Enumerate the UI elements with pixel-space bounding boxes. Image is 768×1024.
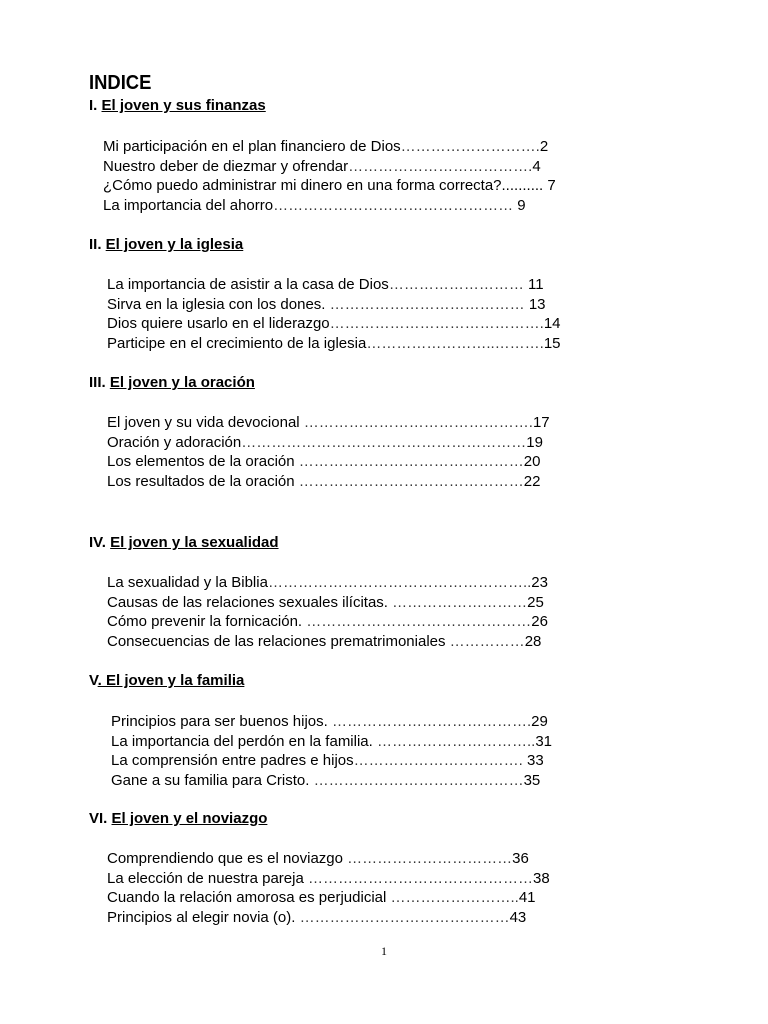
toc-entry[interactable]: [107, 869, 550, 889]
toc-entry[interactable]: [107, 849, 550, 869]
entry-leader: …………………………………………………: [241, 433, 527, 451]
entry-label: El joven y su vida devocional: [107, 414, 300, 431]
section-heading-4: [89, 534, 279, 551]
toc-entry[interactable]: [107, 632, 548, 652]
entry-page-number: 29: [531, 713, 548, 730]
section-title: El joven y la iglesia: [105, 236, 244, 253]
section-number: I.: [89, 97, 102, 114]
entry-leader: ………………………………………: [303, 869, 533, 887]
entry-leader: ……………………………………………..: [267, 574, 532, 591]
entry-label: La importancia del perdón en la familia.: [111, 732, 373, 750]
entry-leader: ………………………………….: [327, 713, 532, 730]
entry-label: ¿Cómo puedo administrar mi dinero en una forma correcta?..........: [103, 177, 544, 194]
entry-page-number: 9: [517, 196, 526, 214]
entry-leader: ……………………..……….: [366, 334, 544, 352]
entry-leader: ……………: [445, 632, 525, 650]
toc-entry[interactable]: [111, 732, 552, 752]
section-heading-1: [89, 97, 266, 114]
entry-leader: ………………………………………: [294, 453, 524, 470]
toc-entry[interactable]: [107, 413, 550, 433]
toc-entry[interactable]: [107, 433, 550, 453]
entry-leader: …………………………..: [372, 732, 536, 750]
entry-page-number: 28: [524, 632, 542, 650]
toc-entry[interactable]: [107, 888, 550, 908]
entry-label: Cómo prevenir la fornicación.: [107, 613, 303, 630]
entry-label: Los elementos de la oración: [107, 453, 295, 470]
entry-page-number: 36: [512, 850, 529, 867]
toc-entry[interactable]: [103, 196, 556, 216]
entry-label: Causas de las relaciones sexuales ilícitas.: [107, 593, 388, 611]
entry-page-number: 11: [527, 276, 544, 293]
section-number: IV.: [89, 534, 111, 551]
section-heading-3: [89, 374, 255, 391]
entry-leader: …………………………………………: [273, 196, 518, 214]
entry-label: Dios quiere usarlo en el liderazgo: [107, 315, 330, 332]
entry-label: Sirva en la iglesia con los dones.: [107, 295, 326, 313]
section-entries-4: [107, 573, 548, 651]
section-title: El joven y la oración: [109, 374, 255, 391]
entry-page-number: 2: [539, 138, 549, 155]
section-title: . El joven y la familia: [97, 672, 245, 689]
entry-label: La sexualidad y la Biblia: [107, 574, 268, 591]
entry-leader: ……………………….: [400, 138, 540, 155]
section-number: V: [89, 672, 98, 689]
section-heading-6: [89, 810, 267, 827]
entry-page-number: 19: [526, 433, 543, 451]
entry-leader: ………………………………………: [302, 613, 532, 630]
entry-page-number: 33: [527, 752, 544, 769]
entry-page-number: 25: [527, 593, 544, 611]
section-title: El joven y el noviazgo: [111, 810, 268, 827]
entry-page-number: 14: [543, 315, 561, 332]
entry-label: Gane a su familia para Cristo.: [111, 771, 310, 789]
toc-entry[interactable]: [111, 751, 552, 771]
entry-page-number: 26: [531, 613, 548, 630]
toc-entry[interactable]: [107, 612, 548, 632]
toc-entry[interactable]: [111, 712, 552, 732]
section-entries-2: [107, 275, 561, 353]
entry-leader: …………………………….: [353, 752, 527, 769]
entry-leader: ………………………………………: [294, 472, 524, 490]
entry-label: Participe en el crecimiento de la iglesia: [107, 334, 367, 352]
section-heading-2: [89, 236, 243, 253]
entry-label: La elección de nuestra pareja: [107, 869, 304, 887]
entry-page-number: 38: [532, 869, 550, 887]
toc-entry[interactable]: [107, 295, 561, 315]
entry-page-number: 43: [509, 908, 527, 926]
entry-page-number: 17: [532, 414, 550, 431]
entry-leader: ……………………………………: [309, 771, 524, 789]
toc-entry[interactable]: [107, 573, 548, 593]
entry-leader: ……………………………: [343, 850, 513, 867]
entry-label: Comprendiendo que es el noviazgo: [107, 850, 343, 867]
entry-page-number: 31: [535, 732, 553, 750]
section-number: VI.: [89, 810, 112, 827]
entry-page-number: 22: [523, 472, 541, 490]
toc-entry[interactable]: [111, 771, 552, 791]
entry-label: Consecuencias de las relaciones prematrimoniales: [107, 632, 446, 650]
toc-entry[interactable]: [107, 472, 550, 492]
entry-leader: ……………………………….: [348, 157, 533, 175]
section-heading-5: [89, 672, 244, 689]
entry-leader: ……………………………………….: [299, 414, 533, 431]
toc-entry[interactable]: [107, 593, 548, 613]
entry-label: La importancia de asistir a la casa de Dios: [107, 276, 389, 293]
section-title: El joven y sus finanzas: [101, 97, 266, 114]
entry-page-number: 13: [528, 295, 546, 313]
entry-page-number: 4: [532, 157, 541, 175]
entry-page-number: 7: [547, 177, 556, 194]
toc-entry[interactable]: [103, 176, 556, 196]
entry-leader: ……………………………………: [295, 908, 510, 926]
entry-page-number: 15: [543, 334, 561, 352]
section-entries-5: [111, 712, 552, 790]
entry-page-number: 23: [531, 574, 548, 591]
page-number: 1: [381, 944, 387, 958]
entry-page-number: 41: [518, 889, 536, 906]
toc-entry[interactable]: [107, 452, 550, 472]
toc-entry[interactable]: [103, 157, 556, 177]
section-entries-6: [107, 849, 550, 927]
entry-label: Nuestro deber de diezmar y ofrendar: [103, 157, 349, 175]
toc-entry[interactable]: [107, 275, 561, 295]
entry-leader: ………………………: [387, 593, 528, 611]
toc-entry[interactable]: [107, 334, 561, 354]
entry-leader: ………………………: [388, 276, 528, 293]
entry-label: Mi participación en el plan financiero de Dios: [103, 138, 401, 155]
section-number: II.: [89, 236, 106, 253]
entry-label: Principios para ser buenos hijos.: [111, 713, 328, 730]
entry-label: Cuando la relación amorosa es perjudicial: [107, 889, 387, 906]
toc-entry[interactable]: [103, 137, 556, 157]
entry-label: La importancia del ahorro: [103, 196, 274, 214]
section-number: III.: [89, 374, 110, 391]
section-title: El joven y la sexualidad: [110, 534, 279, 551]
entry-label: Principios al elegir novia (o).: [107, 908, 296, 926]
entry-label: Los resultados de la oración: [107, 472, 295, 490]
entry-page-number: 20: [523, 453, 541, 470]
entry-page-number: 35: [523, 771, 541, 789]
entry-label: La comprensión entre padres e hijos: [111, 752, 354, 769]
section-entries-1: [103, 137, 556, 215]
index-title: INDICE: [89, 72, 152, 94]
toc-entry[interactable]: [107, 314, 561, 334]
entry-leader: ……………………..: [386, 889, 519, 906]
entry-label: Oración y adoración: [107, 433, 242, 451]
entry-leader: …………………………………….: [329, 315, 544, 332]
section-entries-3: [107, 413, 550, 491]
toc-entry[interactable]: [107, 908, 550, 928]
entry-leader: …………………………………: [325, 295, 529, 313]
